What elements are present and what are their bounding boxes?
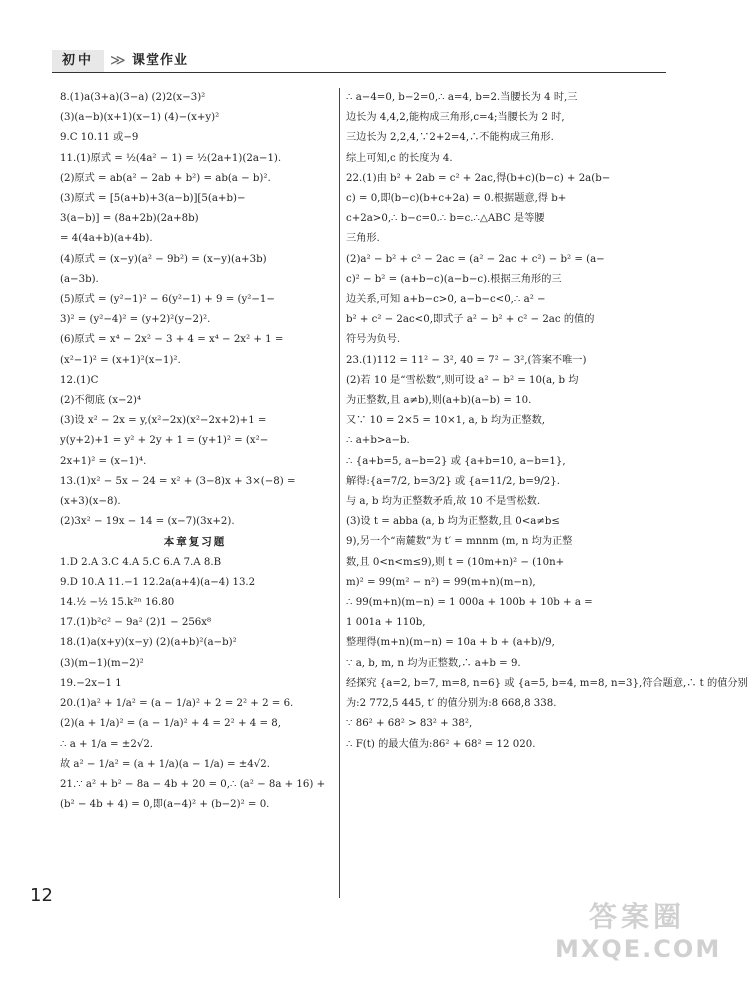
answer-line: 3)² = (y²−4)² = (y+2)²(y−2)². bbox=[60, 314, 211, 326]
answer-line: ∵ a, b, m, n 均为正整数,∴ a+b = 9. bbox=[346, 657, 521, 669]
answer-line: 20.(1)a² + 1/a² = (a − 1/a)² + 2 = 2² + 2 = 6. bbox=[60, 698, 294, 710]
answer-line: 与 a, b 均为正整数矛盾,故 10 不是雪松数. bbox=[346, 496, 541, 508]
answer-line: c+2a>0,∴ b−c=0.∴ b=c.∴△ABC 是等腰 bbox=[346, 213, 545, 225]
answer-line: ∴ {a+b=5, a−b=2} 或 {a+b=10, a−b=1}, bbox=[346, 455, 566, 467]
chevron-right-icon: ≫ bbox=[110, 51, 122, 69]
answer-line: y(y+2)+1 = y² + 2y + 1 = (y+1)² = (x²− bbox=[60, 435, 269, 447]
answer-line: = 4(4a+b)(a+4b). bbox=[60, 233, 153, 245]
answer-line: ∴ a + 1/a = ±2√2. bbox=[60, 738, 154, 750]
answer-line: 14.½ −½ 15.k²ⁿ 16.80 bbox=[60, 597, 175, 609]
answer-line: 经探究 {a=2, b=7, m=8, n=6} 或 {a=5, b=4, m=8, n=3},符合题意,∴ t 的值分别 bbox=[346, 677, 748, 689]
answer-line: 整理得(m+n)(m−n) = 10a + b + (a+b)/9, bbox=[346, 637, 555, 649]
answer-line: 边关系,可知 a+b−c>0, a−b−c<0,∴ a² − bbox=[346, 294, 546, 306]
answer-line: 为正整数,且 a≠b),则(a+b)(a−b) = 10. bbox=[346, 395, 532, 407]
answer-line: (2)若 10 是“雪松数”,则可设 a² − b² = 10(a, b 均 bbox=[346, 374, 579, 386]
answer-line: (3)(m−1)(m−2)² bbox=[60, 657, 144, 669]
answer-line: 22.(1)由 b² + 2ab = c² + 2ac,得(b+c)(b−c) + 2a(b− bbox=[346, 172, 611, 184]
page-header bbox=[52, 50, 666, 72]
answer-line: c)² − b² = (a+b−c)(a−b−c).根据三角形的三 bbox=[346, 273, 562, 285]
answer-line: ∴ a−4=0, b−2=0,∴ a=4, b=2.当腰长为 4 时,三 bbox=[346, 92, 578, 103]
answer-line: 18.(1)a(x+y)(x−y) (2)(a+b)²(a−b)² bbox=[60, 637, 237, 649]
answer-line: 解得:{a=7/2, b=3/2} 或 {a=11/2, b=9/2}. bbox=[346, 475, 560, 487]
answer-line: 三角形. bbox=[346, 233, 380, 245]
answer-line: ∴ a+b>a−b. bbox=[346, 435, 410, 447]
answer-line: 23.(1)112 = 11² − 3², 40 = 7² − 3²,(答案不唯一) bbox=[346, 354, 587, 366]
answer-column-left bbox=[60, 88, 330, 815]
answer-line: ∵ 86² + 68² > 83² + 38², bbox=[346, 718, 473, 730]
answer-line: c) = 0,即(b−c)(b+c+2a) = 0.根据题意,得 b+ bbox=[346, 193, 567, 205]
header-level-tab: 初中 bbox=[52, 50, 104, 72]
answer-line: (2)a² − b² + c² − 2ac = (a² − 2ac + c²) − b² = (a− bbox=[346, 253, 605, 265]
answer-line: 又∵ 10 = 2×5 = 10×1, a, b 均为正整数, bbox=[346, 415, 546, 427]
answer-line: 13.(1)x² − 5x − 24 = x² + (3−8)x + 3×(−8) = bbox=[60, 475, 296, 487]
answer-line: 故 a² − 1/a² = (a + 1/a)(a − 1/a) = ±4√2. bbox=[60, 758, 270, 770]
answer-line: (2)原式 = ab(a² − 2ab + b²) = ab(a − b)². bbox=[60, 172, 271, 184]
answer-line: (x²−1)² = (x+1)²(x−1)². bbox=[60, 354, 181, 366]
answer-line: 11.(1)原式 = ½(4a² − 1) = ½(2a+1)(2a−1). bbox=[60, 152, 282, 164]
answer-line: (6)原式 = x⁴ − 2x² − 3 + 4 = x⁴ − 2x² + 1 = bbox=[60, 334, 284, 346]
watermark-logo bbox=[555, 900, 722, 964]
answer-line: (2)不彻底 (x−2)⁴ bbox=[60, 395, 142, 407]
answer-line: 19.−2x−1 1 bbox=[60, 677, 122, 689]
answer-column-right bbox=[346, 88, 748, 755]
answer-line: ∴ F(t) 的最大值为:86² + 68² = 12 020. bbox=[346, 738, 536, 750]
answer-line: 1 001a + 110b, bbox=[346, 617, 426, 629]
answer-line: 3(a−b)] = (8a+2b)(2a+8b) bbox=[60, 213, 199, 225]
answer-line: 三边长为 2,2,4,∵2+2=4,∴不能构成三角形. bbox=[346, 132, 554, 144]
answer-line: 21.∵ a² + b² − 8a − 4b + 20 = 0,∴ (a² − 8a + 16) + bbox=[60, 778, 326, 790]
column-divider bbox=[339, 88, 340, 898]
answer-line: 1.D 2.A 3.C 4.A 5.C 6.A 7.A 8.B bbox=[60, 556, 222, 568]
page-number: 12 bbox=[30, 885, 53, 906]
section-heading: 本章复习题 bbox=[163, 536, 227, 549]
answer-line: 17.(1)b²c² − 9a² (2)1 − 256x⁸ bbox=[60, 617, 212, 629]
watermark-url: MXQE.COM bbox=[555, 935, 722, 963]
answer-line: (3)设 x² − 2x = y,(x²−2x)(x²−2x+2)+1 = bbox=[60, 415, 267, 427]
answer-line: 综上可知,c 的长度为 4. bbox=[346, 152, 453, 164]
answer-line: 12.(1)C bbox=[60, 374, 99, 386]
answer-line: 9.D 10.A 11.−1 12.2a(a+4)(a−4) 13.2 bbox=[60, 576, 256, 588]
answer-line: 9.C 10.11 或−9 bbox=[60, 132, 139, 144]
header-title: 课堂作业 bbox=[132, 53, 189, 68]
answer-line: 为:2 772,5 445, t′ 的值分别为:8 668,8 338. bbox=[346, 698, 557, 710]
answer-line: (5)原式 = (y²−1)² − 6(y²−1) + 9 = (y²−1− bbox=[60, 294, 275, 306]
answer-line: 9),另一个“南麓数”为 t′ = mnnm (m, n 均为正整 bbox=[346, 536, 573, 548]
answer-line: 符号为负号. bbox=[346, 334, 401, 346]
header-rule bbox=[52, 72, 666, 73]
watermark-text: 答案圈 bbox=[588, 900, 685, 933]
answer-line: 边长为 4,4,2,能构成三角形,c=4;当腰长为 2 时, bbox=[346, 112, 565, 124]
answer-line: b² + c² − 2ac<0,即式子 a² − b² + c² − 2ac 的值的 bbox=[346, 314, 595, 326]
answer-line: (3)(a−b)(x+1)(x−1) (4)−(x+y)² bbox=[60, 112, 220, 124]
answer-line: ∴ 99(m+n)(m−n) = 1 000a + 100b + 10b + a = bbox=[346, 597, 593, 609]
answer-line: (a−3b). bbox=[60, 273, 99, 285]
answer-line: (3)原式 = [5(a+b)+3(a−b)][5(a+b)− bbox=[60, 193, 246, 205]
answer-line: (4)原式 = (x−y)(a² − 9b²) = (x−y)(a+3b) bbox=[60, 253, 267, 265]
answer-line: (3)设 t = abba (a, b 均为正整数,且 0<a≠b≤ bbox=[346, 516, 560, 528]
answer-line: (2)3x² − 19x − 14 = (x−7)(3x+2). bbox=[60, 516, 235, 528]
answer-line: 8.(1)a(3+a)(3−a) (2)2(x−3)² bbox=[60, 92, 206, 103]
answer-line: (b² − 4b + 4) = 0,即(a−4)² + (b−2)² = 0. bbox=[60, 799, 270, 811]
answer-line: 数,且 0<n<m≤9),则 t = (10m+n)² − (10n+ bbox=[346, 556, 565, 568]
answer-line: (2)(a + 1/a)² = (a − 1/a)² + 4 = 2² + 4 = 8, bbox=[60, 718, 281, 730]
answer-line: 2x+1)² = (x−1)⁴. bbox=[60, 455, 147, 467]
answer-line: (x+3)(x−8). bbox=[60, 496, 121, 508]
answer-line: m)² = 99(m² − n²) = 99(m+n)(m−n), bbox=[346, 576, 536, 588]
